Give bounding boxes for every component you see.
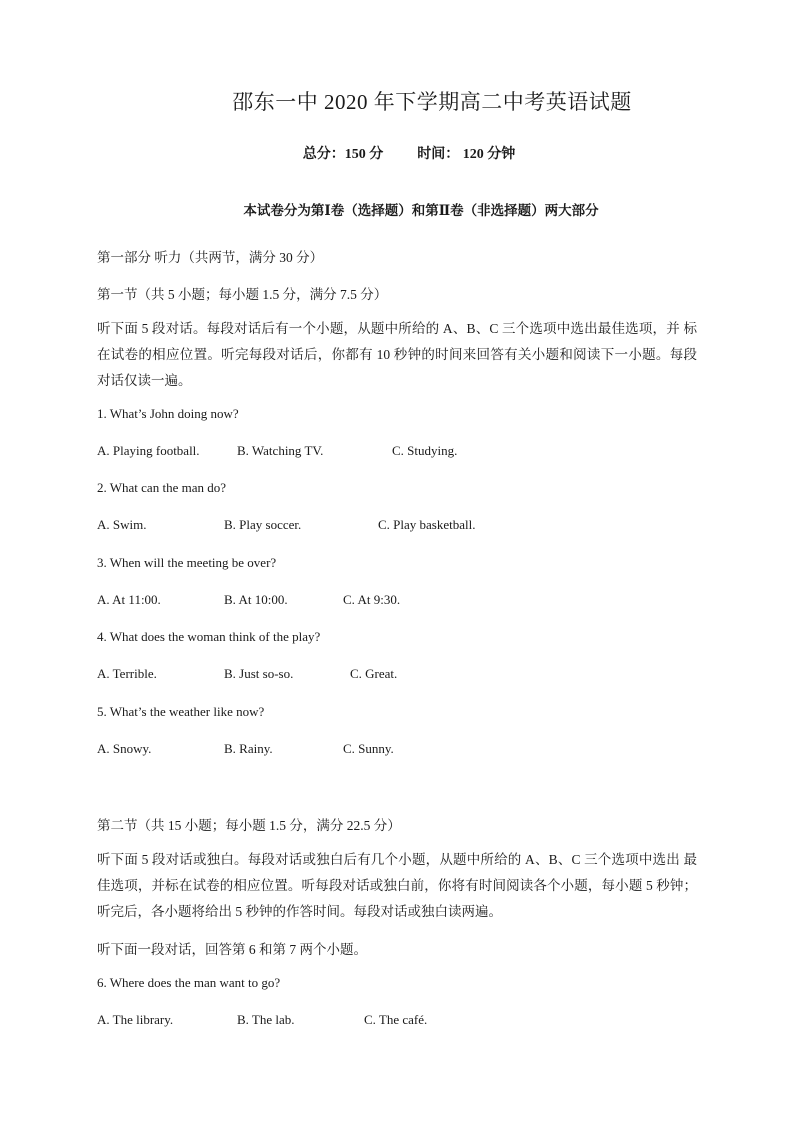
section-instructions: 听下面 5 段对话。每段对话后有一个小题，从题中所给的 A、B、C 三个选项中选出最佳选项，并 标在试卷的相应位置。听完每段对话后，你都有 10 秒钟的时间来回答有关小题和阅读下一小题。每段 对话仅读一遍。 xyxy=(97,321,697,388)
option-a: A. Terrible. xyxy=(97,666,157,681)
question-2: 2. What can the man do? xyxy=(97,480,226,495)
exam-title: 邵东一中 2020 年下学期高二中考英语试题 xyxy=(232,90,632,114)
section-heading: 第二节（共 15 小题；每小题 1.5 分，满分 22.5 分） xyxy=(97,818,401,833)
option-b: B. Just so-so. xyxy=(224,666,294,681)
question-4: 4. What does the woman think of the play? xyxy=(97,629,321,644)
options-6 xyxy=(97,1012,427,1028)
option-b: B. At 10:00. xyxy=(224,592,288,607)
option-a: A. Swim. xyxy=(97,517,147,532)
options-4 xyxy=(97,666,397,682)
question-6: 6. Where does the man want to go? xyxy=(97,975,281,990)
option-c: C. The café. xyxy=(364,1012,428,1027)
option-b: B. Watching TV. xyxy=(237,443,324,458)
section-instructions: 听下面 5 段对话或独白。每段对话或独白后有几个小题，从题中所给的 A、B、C 三个选项中选出 最佳选项，并标在试卷的相应位置。听每段对话或独白前，你将有时间阅读各个小题，每小题 5 秒钟； 听完后，各小题将给出 5 秒钟的作答时间。每段对话或独白读两遍。 xyxy=(97,852,697,919)
question-5: 5. What’s the weather like now? xyxy=(97,704,265,719)
options-5 xyxy=(97,741,394,757)
sub-instruction: 听下面一段对话，回答第 6 和第 7 两个小题。 xyxy=(97,942,367,957)
option-b: B. Play soccer. xyxy=(224,517,302,532)
question-1: 1. What’s John doing now? xyxy=(97,406,239,421)
total-score: 总分：150 分 xyxy=(302,147,384,162)
option-a: A. The library. xyxy=(97,1012,174,1027)
exam-time: 时间： 120 分钟 xyxy=(417,147,516,162)
option-c: C. At 9:30. xyxy=(343,592,401,607)
option-b: B. Rainy. xyxy=(224,741,273,756)
option-c: C. Play basketball. xyxy=(378,517,476,532)
option-c: C. Studying. xyxy=(392,443,458,458)
section-heading: 第一节（共 5 小题；每小题 1.5 分，满分 7.5 分） xyxy=(97,287,388,302)
question-3: 3. When will the meeting be over? xyxy=(97,555,277,570)
option-b: B. The lab. xyxy=(237,1012,295,1027)
options-3 xyxy=(97,592,400,608)
option-c: C. Sunny. xyxy=(343,741,394,756)
options-1 xyxy=(97,443,457,459)
option-a: A. Playing football. xyxy=(97,443,200,458)
exam-meta xyxy=(0,143,794,163)
option-a: A. Snowy. xyxy=(97,741,152,756)
part-heading: 第一部分 听力（共两节，满分 30 分） xyxy=(97,250,324,265)
option-c: C. Great. xyxy=(350,666,398,681)
options-2 xyxy=(97,517,476,533)
exam-note: 本试卷分为第Ⅰ卷（选择题）和第Ⅱ卷（非选择题）两大部分 xyxy=(243,203,599,218)
option-a: A. At 11:00. xyxy=(97,592,161,607)
